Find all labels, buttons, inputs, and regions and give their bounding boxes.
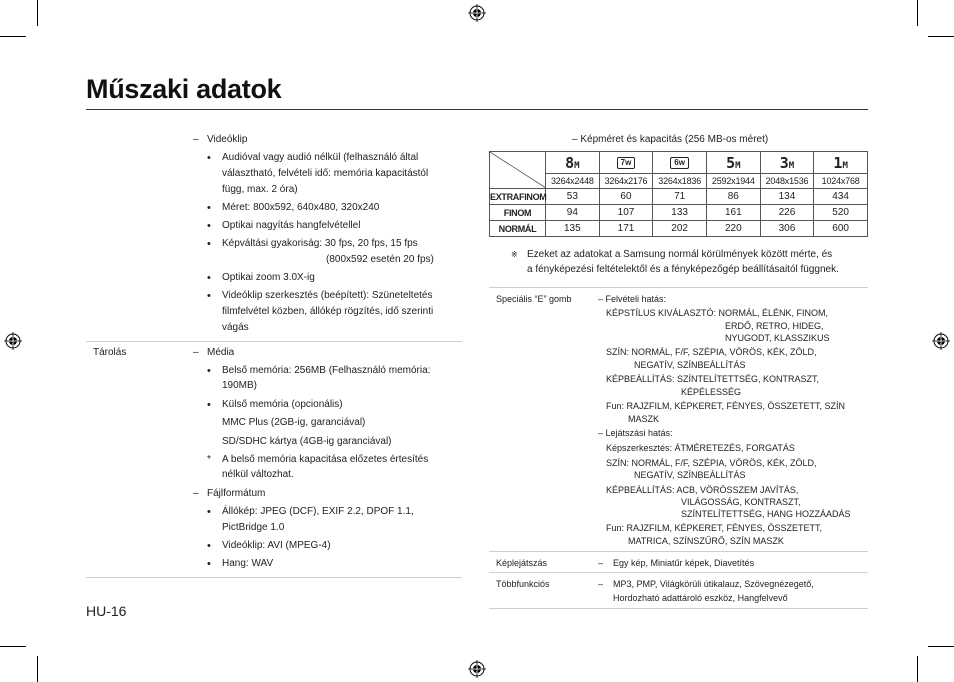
registration-mark-icon xyxy=(468,4,486,22)
table-cell: 86 xyxy=(706,189,760,205)
section-divider xyxy=(489,608,868,609)
effect-line: MASZK xyxy=(628,414,660,424)
effect-line: KÉPÉLESSÉG xyxy=(681,387,742,397)
effect-line: Fun: RAJZFILM, KÉPKERET, FÉNYES, ÖSSZETETT, SZÍN xyxy=(606,401,846,411)
table-cell: 434 xyxy=(814,189,868,205)
video-bullet-line: (800x592 esetén 20 fps) xyxy=(326,254,434,265)
multifunction-value: MP3, PMP, Világkörüli útikalauz, Szövegnézegető, xyxy=(613,579,814,589)
bullet-marker: • xyxy=(207,220,211,232)
size-3m-icon: 3M xyxy=(760,152,814,174)
crop-mark xyxy=(0,646,26,647)
slideshow-value: Egy kép, Miniatűr képek, Diavetítés xyxy=(613,558,755,568)
section-divider xyxy=(86,341,462,342)
video-bullet-line: Audióval vagy audió nélkül (felhasználó által xyxy=(222,152,419,163)
crop-mark xyxy=(917,0,918,26)
bullet-marker: • xyxy=(207,202,211,214)
bullet-marker: • xyxy=(207,540,211,552)
resolution-cell: 2048x1536 xyxy=(760,174,814,189)
crop-mark xyxy=(928,36,954,37)
special-button-label: Speciális “E” gomb xyxy=(496,294,572,304)
recording-effect-heading: – Felvételi hatás: xyxy=(598,294,667,304)
crop-mark xyxy=(917,656,918,682)
format-line: PictBridge 1.0 xyxy=(222,522,285,533)
table-cell: 71 xyxy=(653,189,707,205)
effect-line: Képszerkesztés: ÁTMÉRETEZÉS, FORGATÁS xyxy=(606,443,795,453)
table-cell: 94 xyxy=(546,205,600,221)
row-label: FINOM xyxy=(490,205,546,221)
effect-line: SZÍN: NORMÁL, F/F, SZÉPIA, VÖRÖS, KÉK, ZÖLD, xyxy=(606,458,817,468)
bullet-marker: • xyxy=(207,238,211,250)
multifunction-label: Többfunkciós xyxy=(496,579,550,589)
bullet-marker: • xyxy=(207,365,211,377)
effect-line: NEGATÍV, SZÍNBEÁLLÍTÁS xyxy=(634,360,746,370)
size-8m-icon: 8M xyxy=(546,152,600,174)
table-cell: 520 xyxy=(814,205,868,221)
note-marker: ※ xyxy=(511,250,518,259)
bullet-marker: • xyxy=(207,152,211,164)
dash-marker: – xyxy=(598,558,604,568)
table-corner-cell xyxy=(490,152,546,189)
video-heading: Videóklip xyxy=(207,134,248,145)
effect-line: KÉPBEÁLLÍTÁS: ACB, VÖRÖSSZEM JAVÍTÁS, xyxy=(606,485,799,495)
table-cell: 161 xyxy=(706,205,760,221)
effect-line: Fun: RAJZFILM, KÉPKERET, FÉNYES, ÖSSZETETT, xyxy=(606,523,823,533)
video-bullet-line: függ, max. 2 óra) xyxy=(222,184,298,195)
row-label: NORMÁL xyxy=(490,221,546,237)
resolution-cell: 2592x1944 xyxy=(706,174,760,189)
table-caption: – Képméret és kapacitás (256 MB-os méret) xyxy=(572,134,769,145)
storage-label: Tárolás xyxy=(93,347,127,358)
bullet-marker: • xyxy=(207,558,211,570)
table-cell: 202 xyxy=(653,221,707,237)
video-bullet-line: Képváltási gyakoriság: 30 fps, 20 fps, 15 fps xyxy=(222,238,418,249)
table-cell: 306 xyxy=(760,221,814,237)
video-bullet-line: vágás xyxy=(222,322,249,333)
table-cell: 53 xyxy=(546,189,600,205)
note-text: a fényképezési feltételektől és a fényképezőgép beállításaitól függnek. xyxy=(527,264,839,275)
dash-marker: – xyxy=(193,488,199,499)
media-line: Külső memória (opcionális) xyxy=(222,399,343,410)
resolution-cell: 3264x2176 xyxy=(599,174,653,189)
bullet-marker: • xyxy=(207,272,211,284)
playback-effect-heading: – Lejátszási hatás: xyxy=(598,428,673,438)
effect-line: SZÍNTELÍTETTSÉG, HANG HOZZÁADÁS xyxy=(681,509,851,519)
section-divider xyxy=(489,572,868,573)
effect-line: NYUGODT, KLASSZIKUS xyxy=(725,333,830,343)
table-row xyxy=(490,205,868,221)
registration-mark-icon xyxy=(932,332,950,350)
media-line: MMC Plus (2GB-ig, garanciával) xyxy=(222,417,366,428)
table-cell: 600 xyxy=(814,221,868,237)
bullet-marker: • xyxy=(207,506,211,518)
size-5m-icon: 5M xyxy=(706,152,760,174)
table-cell: 171 xyxy=(599,221,653,237)
resolution-cell: 1024x768 xyxy=(814,174,868,189)
table-cell: 220 xyxy=(706,221,760,237)
row-label: EXTRAFINOM xyxy=(490,189,546,205)
size-1m-icon: 1M xyxy=(814,152,868,174)
table-row xyxy=(490,189,868,205)
video-bullet-line: Méret: 800x592, 640x480, 320x240 xyxy=(222,202,380,213)
crop-mark xyxy=(928,646,954,647)
page-number: HU-16 xyxy=(86,603,127,619)
page-title: Műszaki adatok xyxy=(86,74,282,104)
effect-line: ERDŐ, RETRO, HIDEG, xyxy=(725,321,824,331)
table-cell: 135 xyxy=(546,221,600,237)
size-7w-icon: 7w xyxy=(599,152,653,174)
dash-marker: – xyxy=(193,134,199,145)
table-cell: 133 xyxy=(653,205,707,221)
resolution-cell: 3264x2448 xyxy=(546,174,600,189)
section-divider xyxy=(86,577,462,578)
format-line: Állókép: JPEG (DCF), EXIF 2.2, DPOF 1.1, xyxy=(222,506,414,517)
resolution-cell: 3264x1836 xyxy=(653,174,707,189)
multifunction-value: Hordozható adattároló eszköz, Hangfelvevő xyxy=(613,593,788,603)
table-cell: 60 xyxy=(599,189,653,205)
capacity-table xyxy=(489,151,868,237)
crop-mark xyxy=(37,0,38,26)
video-bullet-line: Optikai nagyítás hangfelvétellel xyxy=(222,220,361,231)
media-heading: Média xyxy=(207,347,235,358)
effect-line: NEGATÍV, SZÍNBEÁLLÍTÁS xyxy=(634,470,746,480)
asterisk-marker: * xyxy=(207,454,211,465)
section-divider xyxy=(489,287,868,288)
media-line: Belső memória: 256MB (Felhasználó memória: xyxy=(222,365,431,376)
size-6w-icon: 6w xyxy=(653,152,707,174)
format-line: Hang: WAV xyxy=(222,558,274,569)
effect-line: SZÍN: NORMÁL, F/F, SZÉPIA, VÖRÖS, KÉK, ZÖLD, xyxy=(606,347,817,357)
crop-mark xyxy=(0,36,26,37)
media-line: nélkül változhat. xyxy=(222,469,294,480)
table-cell: 107 xyxy=(599,205,653,221)
table-cell: 226 xyxy=(760,205,814,221)
bullet-marker: • xyxy=(207,399,211,411)
effect-line: KÉPBEÁLLÍTÁS: SZÍNTELÍTETTSÉG, KONTRASZT, xyxy=(606,374,820,384)
crop-mark xyxy=(37,656,38,682)
dash-marker: – xyxy=(193,347,199,358)
slideshow-label: Képlejátszás xyxy=(496,558,548,568)
registration-mark-icon xyxy=(4,332,22,350)
table-row xyxy=(490,221,868,237)
format-line: Videóklip: AVI (MPEG-4) xyxy=(222,540,331,551)
dash-marker: – xyxy=(598,579,604,589)
media-line: A belső memória kapacitása előzetes értesítés xyxy=(222,454,429,465)
effect-line: MATRICA, SZÍNSZŰRŐ, SZÍN MASZK xyxy=(628,536,784,546)
section-divider xyxy=(489,551,868,552)
video-bullet-line: választható, felvételi idő: memória kapacitástól xyxy=(222,168,429,179)
title-divider xyxy=(86,109,868,110)
video-bullet-line: filmfelvétel közben, állókép rögzítés, idő szerinti xyxy=(222,306,434,317)
format-heading: Fájlformátum xyxy=(207,488,266,499)
video-bullet-line: Optikai zoom 3.0X-ig xyxy=(222,272,315,283)
bullet-marker: • xyxy=(207,290,211,302)
table-cell: 134 xyxy=(760,189,814,205)
effect-line: KÉPSTÍLUS KIVÁLASZTÓ: NORMÁL, ÉLÉNK, FINOM, xyxy=(606,308,829,318)
media-line: SD/SDHC kártya (4GB-ig garanciával) xyxy=(222,436,392,447)
effect-line: VILÁGOSSÁG, KONTRASZT, xyxy=(681,497,801,507)
registration-mark-icon xyxy=(468,660,486,678)
media-line: 190MB) xyxy=(222,380,258,391)
note-text: Ezeket az adatokat a Samsung normál körülmények között mérte, és xyxy=(527,249,833,260)
video-bullet-line: Videóklip szerkesztés (beépített): Szüneteltetés xyxy=(222,290,433,301)
